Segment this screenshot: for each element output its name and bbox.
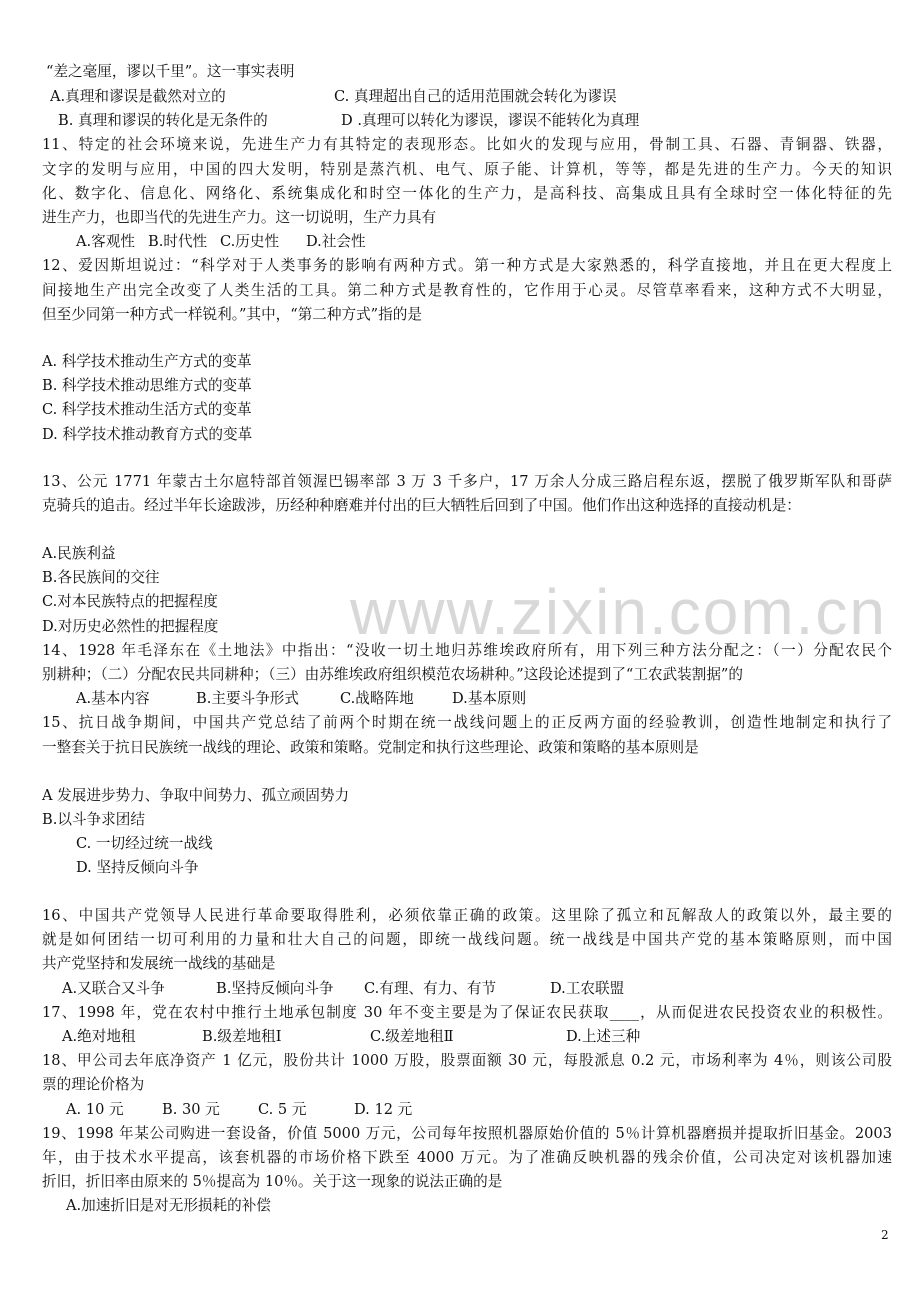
options-row <box>62 1025 912 1049</box>
option-b: B.各民族间的交往 <box>42 569 160 586</box>
text-line: 年，由于技术水平提高，该套机器的市场价格下跌至 4000 万元。为了准确反映机器的残余价值，公司决定对该机器加速 <box>42 1149 892 1166</box>
option-b: B.坚持反倾向斗争 <box>216 980 334 997</box>
option-a: A.客观性 <box>76 233 135 250</box>
option-a: A.民族利益 <box>42 545 116 562</box>
option-c: C.历史性 <box>220 233 280 250</box>
text-line: 18、甲公司去年底净资产 1 亿元，股份共计 1000 万股，股票面额 30 元，每股派息 0.2 元，市场利率为 4％，则该公司股 <box>42 1052 892 1069</box>
text-line: 共产党坚持和发展统一战线的基础是 <box>42 955 276 972</box>
text-line: 别耕种；（二）分配农民共同耕种；（三）由苏维埃政府组织模范农场耕种。”这段论述提到了“工农武装割据”的 <box>42 666 743 683</box>
text-line: 票的理论价格为 <box>42 1076 145 1093</box>
option-b: B.以斗争求团结 <box>42 811 145 828</box>
option-d: D.对历史必然性的把握程度 <box>42 618 219 635</box>
option-a: A 发展进步势力、争取中间势力、孤立顽固势力 <box>42 787 350 804</box>
option-c: C. 一切经过统一战线 <box>76 835 213 852</box>
option-c: C.级差地租Ⅱ <box>370 1028 454 1045</box>
watermark: www.zixin.com.cn <box>350 576 887 648</box>
options-row <box>66 1098 916 1122</box>
option-c: C.对本民族特点的把握程度 <box>42 593 218 610</box>
options-row <box>50 85 900 109</box>
text-line: 12、爱因斯坦说过：“科学对于人类事务的影响有两种方式。第一种方式是大家熟悉的，科学直接地，并且在更大程度上 <box>42 257 892 274</box>
text-line: 间接地生产出完全改变了人类生活的工具。第二种方式是教育性的，它作用于心灵。尽管草率看来，这种方式不大明显， <box>42 282 892 299</box>
options-row <box>62 977 912 1001</box>
option-c: C. 5 元 <box>258 1101 307 1118</box>
text-line: 17、1998 年，党在农村中推行土地承包制度 30 年不变主要是为了保证农民获取____，从而促进农民投资农业的积极性。 <box>42 1004 892 1021</box>
text-line: 14、1928 年毛泽东在《土地法》中指出：“没收一切土地归苏维埃政府所有，用下列三种方法分配之：（一）分配农民个 <box>42 642 892 659</box>
text-line: 进生产力，也即当代的先进生产力。这一切说明，生产力具有 <box>42 209 437 226</box>
option-a: A.基本内容 <box>76 690 150 707</box>
text-line: 11、特定的社会环境来说，先进生产力有其特定的表现形态。比如火的发现与应用，骨制工具、石器、青铜器、铁器， <box>42 136 892 153</box>
option-d: D. 坚持反倾向斗争 <box>76 859 199 876</box>
text-line: 13、公元 1771 年蒙古土尔扈特部首领渥巴锡率部 3 万 3 千多户，17 万余人分成三路启程东返，摆脱了俄罗斯军队和哥萨 <box>42 473 892 490</box>
text-line: 文字的发明与应用，中国的四大发明，特别是蒸汽机、电气、原子能、计算机，等等，都是先进的生产力。今天的知识 <box>42 161 892 178</box>
text-line: 15、抗日战争期间，中国共产党总结了前两个时期在统一战线问题上的正反两方面的经验教训，创造性地制定和执行了 <box>42 714 892 731</box>
option-a: A.真理和谬误是截然对立的 <box>50 88 226 105</box>
text-line: “差之毫厘，谬以千里”。这一事实表明 <box>46 63 295 80</box>
option-d: D. 科学技术推动教育方式的变革 <box>42 426 253 443</box>
option-c: C. 真理超出自己的适用范围就会转化为谬误 <box>334 88 617 105</box>
text-line: 一整套关于抗日民族统一战线的理论、政策和策略。党制定和执行这些理论、政策和策略的基本原则是 <box>42 739 699 756</box>
text-line: 就是如何团结一切可利用的力量和壮大自己的问题，即统一战线问题。统一战线是中国共产党的基本策略原则，而中国 <box>42 931 892 948</box>
option-d: D. 12 元 <box>354 1101 413 1118</box>
page-number: 2 <box>881 1228 889 1242</box>
option-d: D.上述三种 <box>566 1028 641 1045</box>
option-b: B. 科学技术推动思维方式的变革 <box>42 377 252 394</box>
text-line: 克骑兵的追击。经过半年长途跋涉，历经种种磨难并付出的巨大牺牲后回到了中国。他们作出这种选择的直接动机是： <box>42 497 801 514</box>
option-a: A.又联合又斗争 <box>62 980 165 997</box>
options-row <box>58 109 908 133</box>
text-line: 化、数字化、信息化、网络化、系统集成化和时空一体化的生产力，是高科技、高集成且具有全球时空一体化特征的先 <box>42 185 892 202</box>
option-c: C. 科学技术推动生活方式的变革 <box>42 401 252 418</box>
options-row <box>76 230 920 254</box>
option-d: D .真理可以转化为谬误，谬误不能转化为真理 <box>341 112 640 129</box>
option-b: B.时代性 <box>148 233 208 250</box>
text-line: 但至少同第一种方式一样锐利。”其中，“第二种方式”指的是 <box>42 306 422 323</box>
option-d: D.基本原则 <box>452 690 527 707</box>
option-a: A.绝对地租 <box>62 1028 136 1045</box>
option-a: A. 10 元 <box>66 1101 124 1118</box>
option-a: A. 科学技术推动生产方式的变革 <box>42 353 252 370</box>
option-c: C.战略阵地 <box>340 690 414 707</box>
text-line: 16、中国共产党领导人民进行革命要取得胜利，必须依靠正确的政策。这里除了孤立和瓦解敌人的政策以外，最主要的 <box>42 907 892 924</box>
option-b: B. 真理和谬误的转化是无条件的 <box>58 112 268 129</box>
option-d: D.社会性 <box>306 233 366 250</box>
options-row <box>76 687 920 711</box>
option-d: D.工农联盟 <box>550 980 625 997</box>
option-b: B. 30 元 <box>162 1101 220 1118</box>
option-c: C.有理、有力、有节 <box>364 980 497 997</box>
option-b: B.级差地租Ⅰ <box>202 1028 282 1045</box>
option-a: A.加速折旧是对无形损耗的补偿 <box>66 1197 271 1214</box>
text-line: 19、1998 年某公司购进一套设备，价值 5000 万元，公司每年按照机器原始价值的 5％计算机器磨损并提取折旧基金。2003 <box>42 1125 892 1142</box>
text-line: 折旧，折旧率由原来的 5％提高为 10％。关于这一现象的说法正确的是 <box>42 1173 503 1190</box>
option-b: B.主要斗争形式 <box>196 690 299 707</box>
